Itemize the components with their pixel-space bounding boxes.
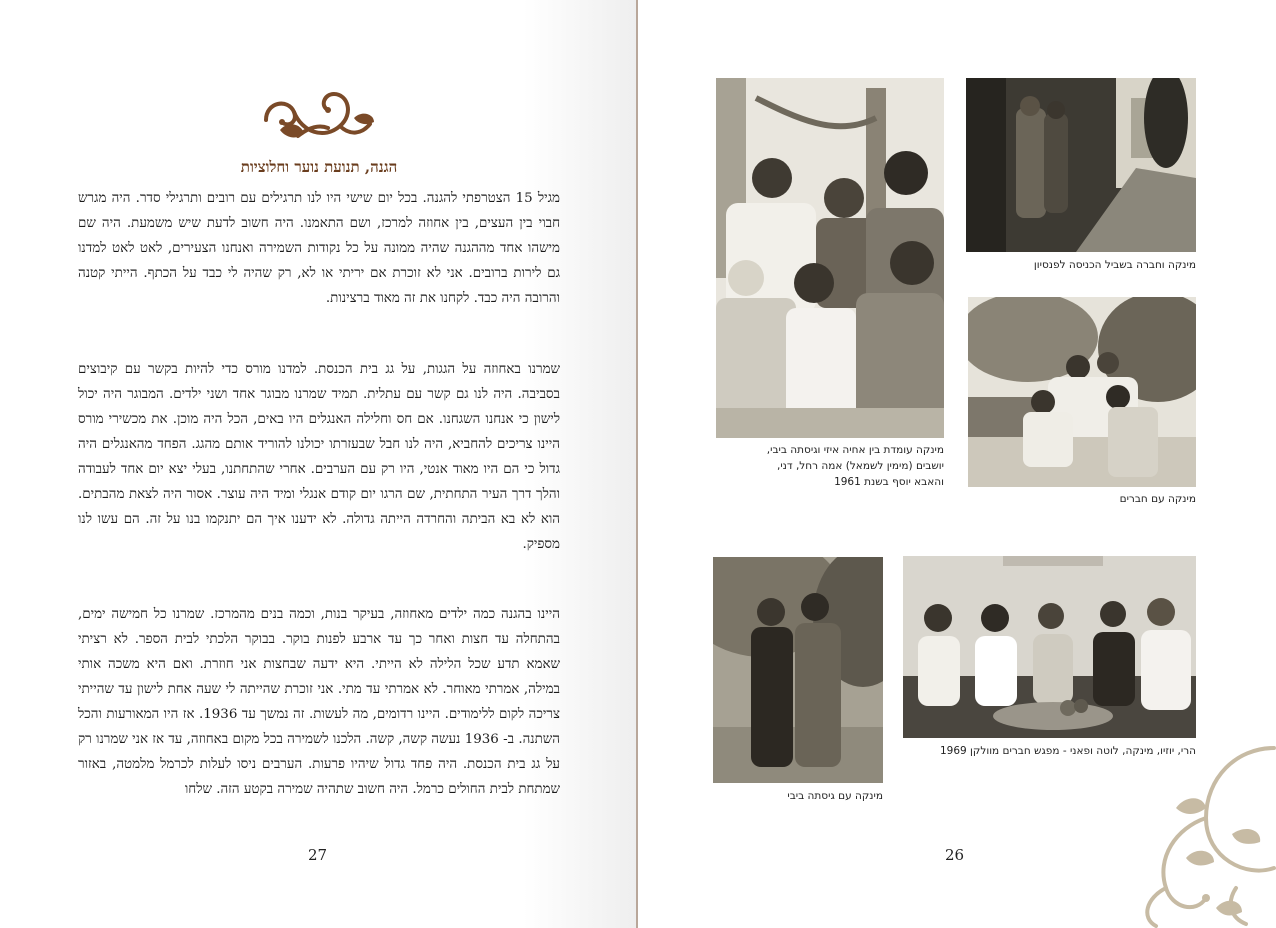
section-heading: הגנה, תנועת נוער וחלוציות — [240, 158, 398, 176]
flourish-ornament-icon — [258, 80, 378, 150]
photo-gathering — [903, 556, 1196, 738]
caption-gathering: הרי, יוזיו, מינקה, לוטה ופאני - מפגש חברים מוולקן 1969 — [939, 745, 1196, 757]
page-number: 27 — [308, 846, 328, 864]
body-paragraph: שמרנו באחוזה על הגגות, על גג בית הכנסת. למדנו מורס כדי להיות בקשר עם קיבוצים בסביבה. היה לנו גם קשר עם עתלית. תמיד שמרנו מבוגר אחד ושני ילדים. המבוגר היה יכול לישון כי אנחנו השגחנו. אם חס וחלילה האנגלים היו באים, הכל היה מוכן. את מכשירי מורס היינו צריכים להחביא, היה לנו חבל שבעזרתו יכולנו להוריד אותם מהגג. הפחד מהאנגלים היה גדול כי הם היו מאוד אנטי, היו רק עם הערבים. אחרי שהתחתנו, בעלי יצא יום אחד לעבודה והלך דרך העיר התחתית, שם הרגו יום קודם אנגלי ומיד היה עוצר. אסור היה לצאת מהבתים. הוא לא בא הביתה והחרדה הייתה גדולה. לא ידענו איך הם יתנקמו בנו על זה. הם עשו לנו מספיק. — [78, 362, 560, 552]
caption-friends: מינקה עם חברים — [1119, 493, 1196, 505]
photo-family — [716, 78, 944, 438]
photo-bibi — [713, 557, 883, 783]
caption-line: יושבים (מימין לשמאל) אמה רחל, דני, — [777, 460, 944, 472]
photo-friends — [968, 297, 1196, 487]
caption-line: מינקה עומדת בין אחיה איזי וגיסתה ביבי, — [766, 444, 944, 456]
page-number: 26 — [945, 846, 965, 864]
caption-pension-path: מינקה וחברה בשביל הכניסה לפנסיון — [1033, 259, 1196, 271]
body-paragraph: מגיל 15 הצטרפתי להגנה. בכל יום שישי היו לנו תרגילים עם רובים ותרגילי סדר. היה מגרש חבוי בין העצים, בין אחוזה למרכז, ושם התאמנו. היה חשוב לדעת שיש משמעת. היה שם מישהו אחד מההגנה שהיה ממונה על כל נקודות השמירה ואנחנו הצעירים, לאט לאט למדנו גם לירות ברובים. אני לא זוכרת אם יריתי או לא, רק שהיה לי כבד על הכתף. הייתי קטנה והרובה היה כבד. לקחנו את זה מאוד ברצינות. — [78, 191, 560, 306]
corner-flourish-ornament-icon — [1136, 738, 1276, 928]
caption-line: והאבא יוסף בשנת 1961 — [834, 476, 944, 488]
body-paragraph: היינו בהגנה כמה ילדים מאחוזה, בעיקר בנות, וכמה בנים מהמרכז. שמרנו כל חמישה ימים, בהתחלה עד חצות ואחר כך עד ארבע לפנות בוקר. בבוקר הלכתי לבית הספר. לא רציתי שאמא תדע שכל הלילה לא הייתי. היא ידעה שבחצות אני חוזרת. ואם היא משכה אותי במילה, אמרתי מאוחר. לא אמרתי עד מתי. אני זוכרת שהייתה לי שעה אחת לישון עד שהייתי צריכה לקום ללימודים. היינו רדומים, מה לעשות. זה נמשך עד 1936. אז היו המאורעות והכל השתנה. ב- 1936 נעשה קשה, קשה. הלכנו לשמירה בכל מקום באחוזה, עד אז אני שמרנו רק על גג בית הכנסת. היה פחד גדול שיהיו פרעות. הערבים ניסו לעלות לכרמל מלמטה, באזור שמתחת לבית החולים כרמל. היה חשוב שתהיה שמירה בקטע הזה. שלחו — [78, 607, 560, 797]
caption-family — [716, 442, 944, 490]
photo-pension-path — [966, 78, 1196, 252]
caption-bibi: מינקה עם גיסתה ביבי — [787, 790, 883, 802]
